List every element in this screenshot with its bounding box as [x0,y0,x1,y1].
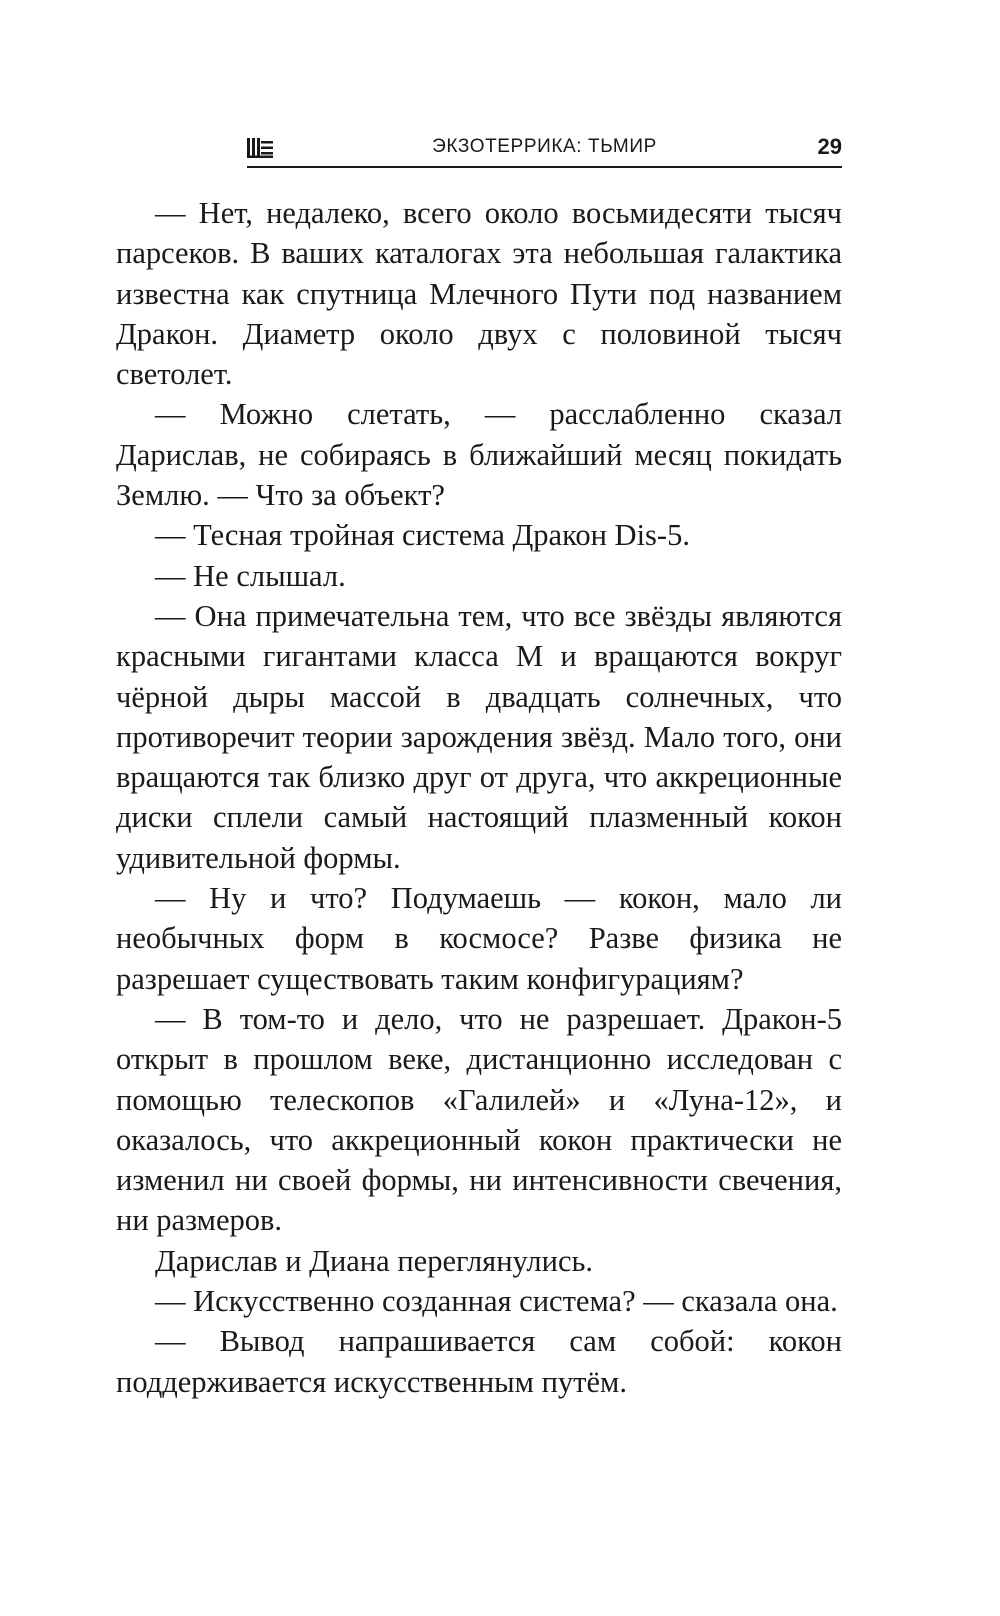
paragraph: — Вывод напрашивается сам собой: кокон поддерживается искусственным путём. [116,1324,842,1399]
paragraph: — Она примечательна тем, что все звёзды являются красными гигантами класса М и вращаются вокруг чёрной дыры массой в двадцать солнечных, что противоречит теории зарождения звёзд. Мало того, они вращаются так близко друг от друга, что аккреционные диски сплели самый настоящий плазменный кокон удивительной формы. [116,598,842,875]
running-header [247,128,842,168]
paragraph: — Не слышал. [155,558,346,593]
paragraph: — Искусственно созданная система? — сказала она. [155,1284,838,1319]
paragraph: — В том-то и дело, что не разрешает. Дракон-5 открыт в прошлом веке, дистанционно исследован с помощью телескопов «Галилей» и «Луна-12», и оказалось, что аккреционный кокон практически не изменил ни своей формы, ни интенсивности свечения, ни размеров. [116,1001,842,1238]
paragraph: — Ну и что? Подумаешь — кокон, мало ли необычных форм в космосе? Разве физика не разрешает существовать таким конфигурациям? [116,881,842,996]
paragraph: Дарислав и Диана переглянулись. [155,1243,594,1278]
paragraph: — Тесная тройная система Дракон Dis-5. [155,518,690,553]
body-text [116,193,842,1402]
paragraph: — Можно слетать, — расслабленно сказал Дарислав, не собираясь в ближайший месяц покидать Землю. — Что за объект? [116,397,842,513]
running-title: ЭКЗОТЕРРИКА: ТЬМИР [432,136,657,157]
page-number: 29 [817,134,842,159]
paragraph: — Нет, недалеко, всего около восьмидесяти тысяч парсеков. В ваших каталогах эта небольшая галактика известна как спутница Млечного Пути под названием Дракон. Диаметр около двух с половиной тысяч светолет. [116,196,842,392]
